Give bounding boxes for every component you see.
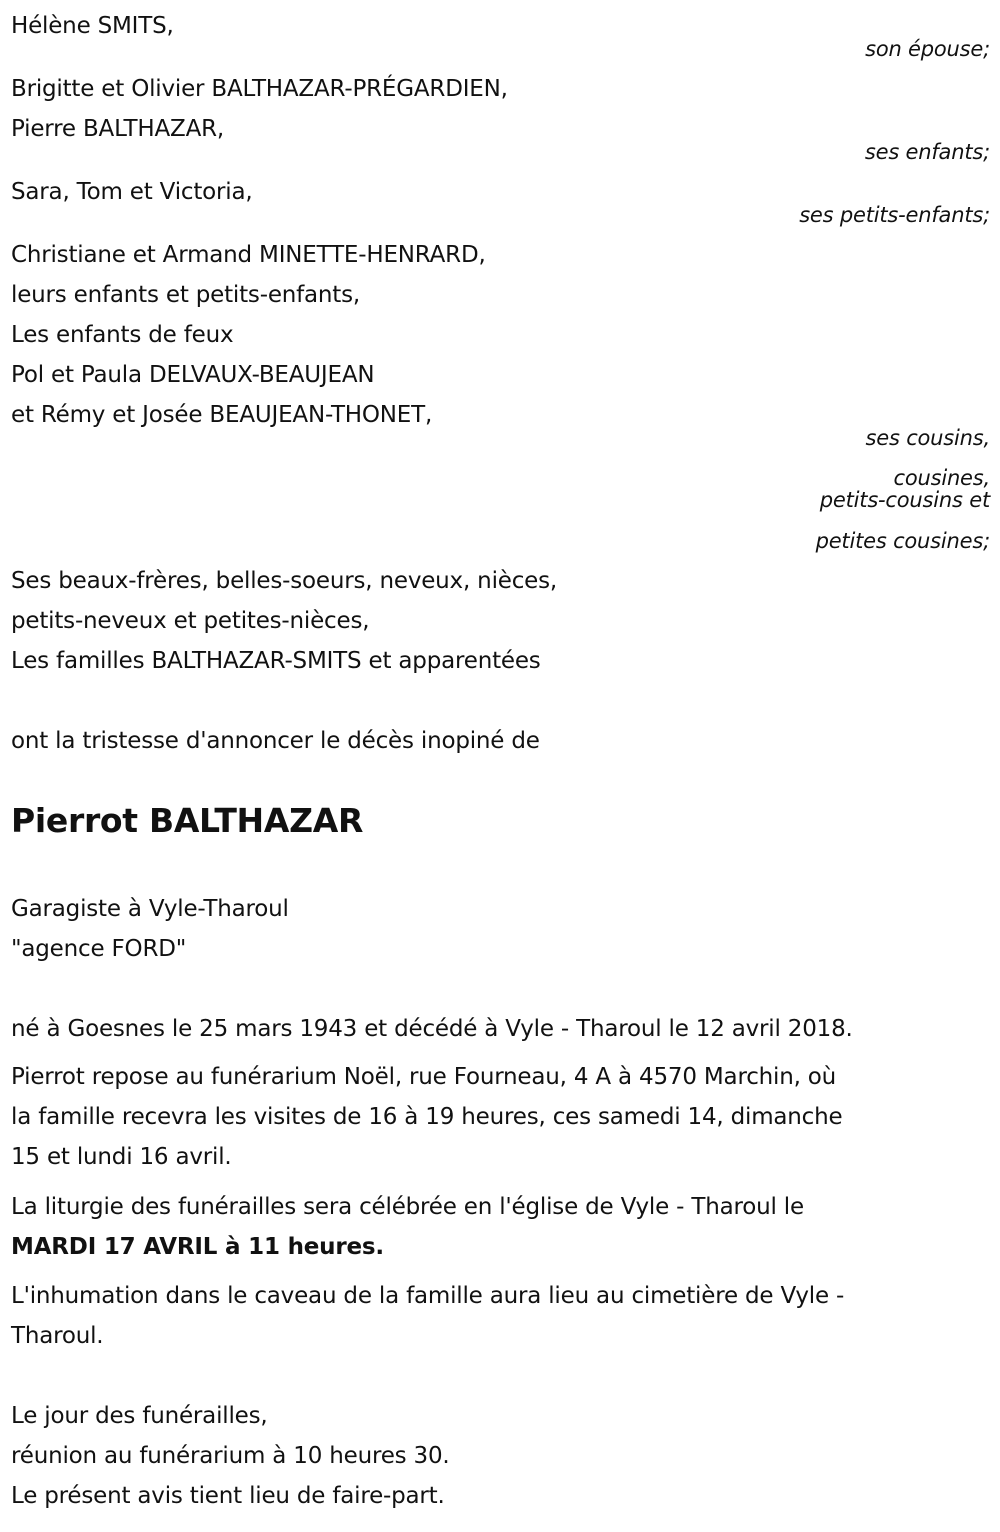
family-line: petits-neveux et petites-nièces, <box>11 608 370 634</box>
family-line: Pierre BALTHAZAR, <box>11 116 224 142</box>
closing-line: Le jour des funérailles, <box>11 1403 268 1429</box>
relation-label: petites cousines; <box>815 529 990 553</box>
family-line: Pol et Paula DELVAUX-BEAUJEAN <box>11 362 375 388</box>
family-line: Les enfants de feux <box>11 322 234 348</box>
family-line: Ses beaux-frères, belles-soeurs, neveux, nièces, <box>11 568 557 594</box>
deceased-name: Pierrot BALTHAZAR <box>11 801 364 840</box>
family-line: Sara, Tom et Victoria, <box>11 179 253 205</box>
announcement-text: ont la tristesse d'annoncer le décès inopiné de <box>11 728 540 754</box>
family-line: Brigitte et Olivier BALTHAZAR-PRÉGARDIEN, <box>11 76 508 102</box>
visitation-line: Pierrot repose au funérarium Noël, rue Fourneau, 4 A à 4570 Marchin, où <box>11 1064 837 1090</box>
birth-death: né à Goesnes le 25 mars 1943 et décédé à Vyle - Tharoul le 12 avril 2018. <box>11 1016 853 1042</box>
family-line: et Rémy et Josée BEAUJEAN-THONET, <box>11 402 433 428</box>
family-line: Les familles BALTHAZAR-SMITS et apparentées <box>11 648 541 674</box>
closing-line: réunion au funérarium à 10 heures 30. <box>11 1443 450 1469</box>
family-line: Hélène SMITS, <box>11 13 174 39</box>
relation-label: ses cousins, <box>865 426 990 450</box>
visitation-line: 15 et lundi 16 avril. <box>11 1144 232 1170</box>
closing-line: Le présent avis tient lieu de faire-part. <box>11 1483 445 1509</box>
relation-label: ses enfants; <box>864 140 990 164</box>
burial-line: L'inhumation dans le caveau de la famille aura lieu au cimetière de Vyle - <box>11 1283 845 1309</box>
relation-label: petits-cousins et <box>819 488 990 512</box>
relation-label: cousines, <box>893 466 990 490</box>
family-line: Christiane et Armand MINETTE-HENRARD, <box>11 242 486 268</box>
burial-line: Tharoul. <box>11 1323 104 1349</box>
liturgy-date: MARDI 17 AVRIL à 11 heures. <box>11 1234 384 1260</box>
relation-label: ses petits-enfants; <box>799 203 990 227</box>
family-line: leurs enfants et petits-enfants, <box>11 282 361 308</box>
visitation-line: la famille recevra les visites de 16 à 19 heures, ces samedi 14, dimanche <box>11 1104 843 1130</box>
liturgy-text: La liturgie des funérailles sera célébrée en l'église de Vyle - Tharoul le <box>11 1194 804 1220</box>
business: "agence FORD" <box>11 936 187 962</box>
relation-label: son épouse; <box>865 37 990 61</box>
occupation: Garagiste à Vyle-Tharoul <box>11 896 289 922</box>
